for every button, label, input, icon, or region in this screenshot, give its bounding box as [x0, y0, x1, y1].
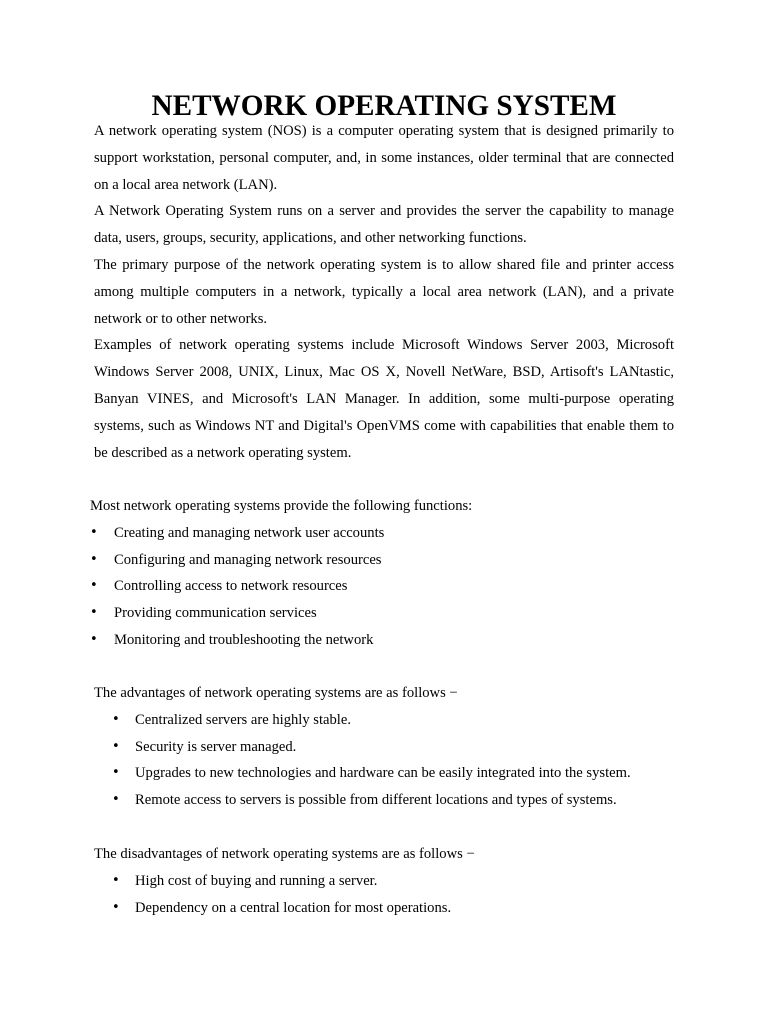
document-title: NETWORK OPERATING SYSTEM [151, 90, 617, 122]
list-item [94, 734, 694, 761]
disadvantages-intro: The disadvantages of network operating systems are as follows − [94, 846, 475, 862]
list-item [94, 760, 694, 787]
paragraph: A network operating system (NOS) is a computer operating system that is designed primarily to support workstation, personal computer, and, in some instances, older terminal that are connected on a local area network (LAN). [94, 123, 674, 193]
list-item [90, 520, 690, 547]
list-item-text: Security is server managed. [135, 738, 297, 755]
paragraph: The primary purpose of the network operating system is to allow shared file and printer access among multiple computers in a network, typically a local area network (LAN), and a private network or to other networks. [94, 256, 674, 327]
bullet-icon: • [112, 765, 120, 781]
advantages-section [94, 680, 694, 814]
bullet-icon: • [90, 605, 98, 621]
bullet-icon: • [112, 792, 120, 808]
functions-list [90, 520, 690, 654]
list-item [90, 547, 690, 574]
functions-section [90, 493, 690, 654]
bullet-icon: • [90, 551, 98, 567]
list-item-text: Monitoring and troubleshooting the network [114, 631, 374, 648]
bullet-icon: • [90, 524, 98, 540]
list-item-text: Centralized servers are highly stable. [135, 711, 351, 728]
intro-paragraphs [94, 118, 674, 466]
advantages-intro: The advantages of network operating systems are as follows − [94, 685, 458, 701]
list-item [90, 627, 690, 654]
bullet-icon: • [90, 631, 98, 647]
list-item-text: Providing communication services [114, 605, 317, 622]
list-item-text: High cost of buying and running a server. [135, 872, 378, 889]
paragraph: Examples of network operating systems include Microsoft Windows Server 2003, Microsoft Windows Server 2008, UNIX, Linux, Mac OS X, Novell NetWare, BSD, Artisoft's LANtastic, Banyan VINES, and Microsoft's LAN Manager. In addition, some multi-purpose operating systems, such as Windows NT and Digital's OpenVMS come with capabilities that enable them to be described as a network operating system. [94, 337, 674, 461]
list-item [94, 707, 694, 734]
list-item-text: Remote access to servers is possible from different locations and types of systems. [135, 792, 617, 809]
list-item [90, 600, 690, 627]
list-item-text: Configuring and managing network resources [114, 551, 382, 568]
disadvantages-section [94, 841, 694, 921]
list-item [90, 573, 690, 600]
list-item [94, 895, 694, 922]
functions-intro: Most network operating systems provide the following functions: [90, 498, 473, 514]
list-item-text: Dependency on a central location for most operations. [135, 899, 452, 916]
bullet-icon: • [90, 578, 98, 594]
advantages-list [94, 707, 694, 814]
bullet-icon: • [112, 899, 120, 915]
list-item [94, 787, 694, 814]
bullet-icon: • [112, 711, 120, 727]
list-item [94, 868, 694, 895]
paragraph: A Network Operating System runs on a server and provides the server the capability to manage data, users, groups, security, applications, and other networking functions. [94, 203, 674, 247]
bullet-icon: • [112, 872, 120, 888]
list-item-text: Upgrades to new technologies and hardware can be easily integrated into the system. [135, 765, 631, 782]
list-item-text: Creating and managing network user accounts [114, 524, 385, 541]
bullet-icon: • [112, 738, 120, 754]
list-item-text: Controlling access to network resources [114, 578, 348, 595]
disadvantages-list [94, 868, 694, 922]
